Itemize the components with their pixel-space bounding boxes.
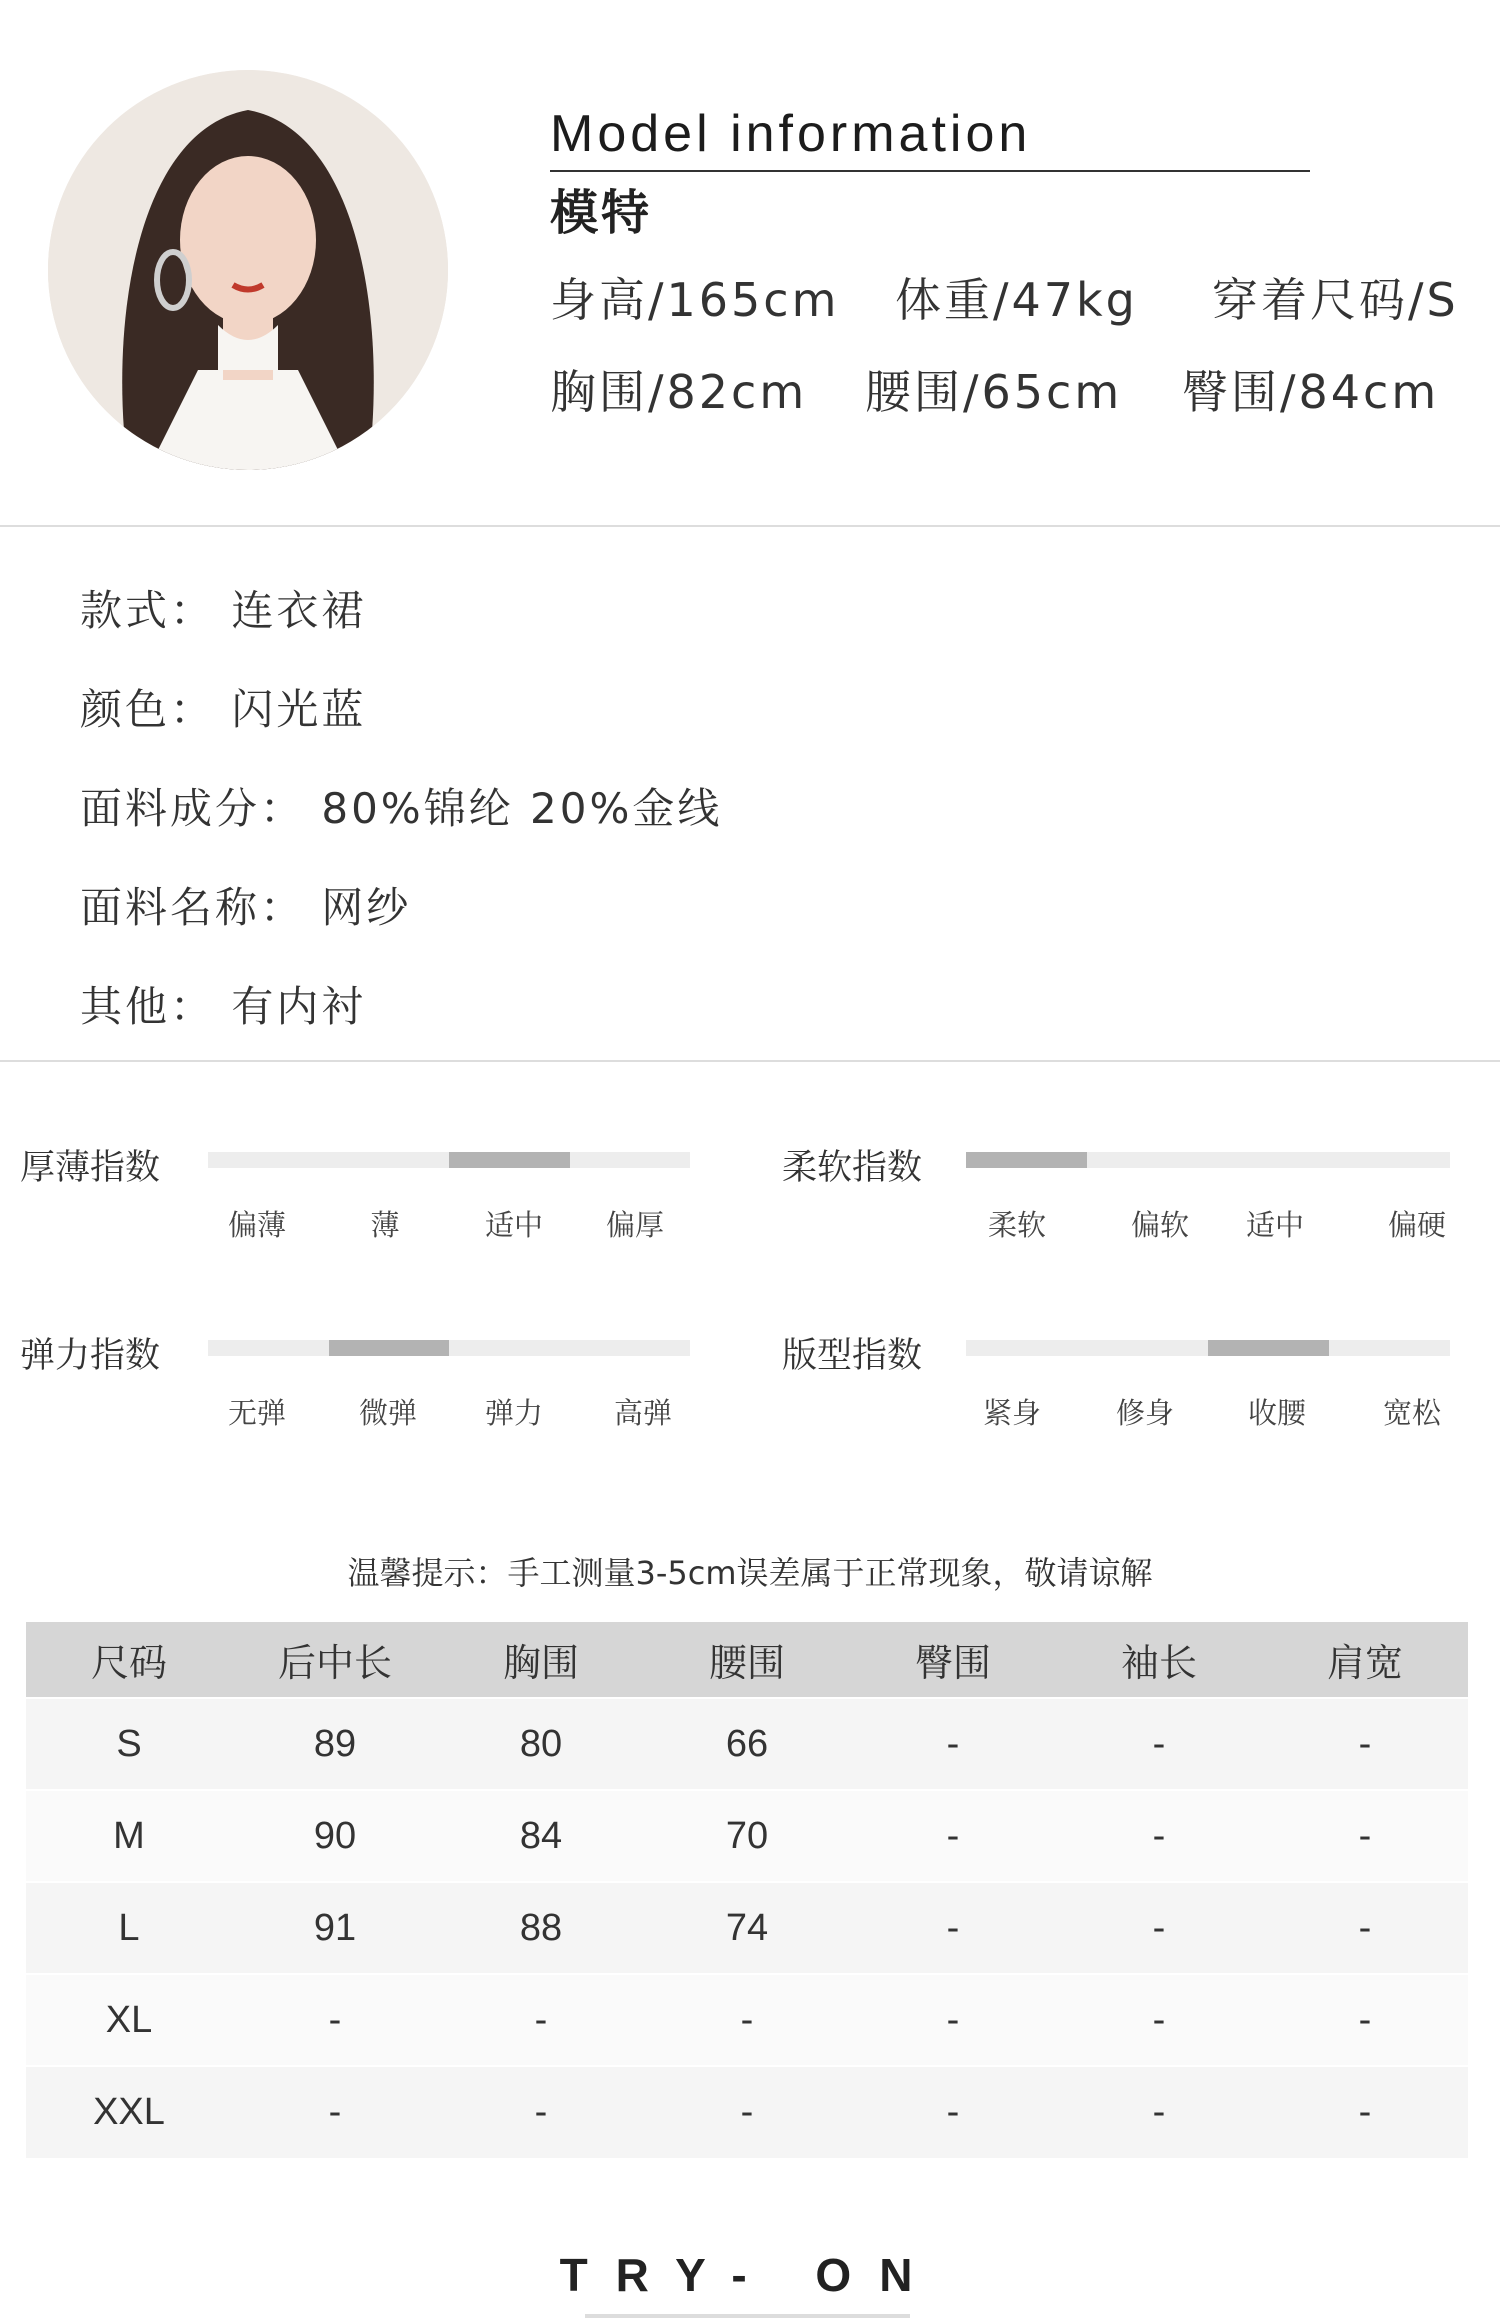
index-option: 修身 <box>1115 1396 1175 1430</box>
table-cell: 84 <box>438 1790 644 1882</box>
table-cell: S <box>26 1698 232 1790</box>
index-option: 宽松 <box>1382 1396 1442 1430</box>
table-row <box>26 1974 1468 2066</box>
table-cell: XL <box>26 1974 232 2066</box>
model-hip: 臀围/84cm <box>1182 365 1440 419</box>
model-photo <box>48 70 448 470</box>
product-color: 颜色： 闪光蓝 <box>80 685 367 734</box>
size-table <box>26 1622 1468 2158</box>
try-on-underline <box>585 2314 910 2318</box>
index-option: 紧身 <box>982 1396 1042 1430</box>
table-cell: - <box>1262 1698 1468 1790</box>
table-cell: 89 <box>232 1698 438 1790</box>
table-cell: 90 <box>232 1790 438 1882</box>
index-option: 无弹 <box>227 1396 287 1430</box>
index-option: 适中 <box>484 1208 544 1242</box>
table-cell: 74 <box>644 1882 850 1974</box>
table-cell: - <box>1262 1790 1468 1882</box>
index-indicator <box>1208 1340 1329 1356</box>
table-cell: - <box>438 2066 644 2158</box>
table-header-cell: 后中长 <box>232 1622 438 1698</box>
product-other: 其他： 有内衬 <box>80 982 367 1031</box>
model-portrait-image <box>48 70 448 470</box>
index-track <box>966 1152 1450 1168</box>
table-cell: - <box>850 1882 1056 1974</box>
index-track <box>966 1340 1450 1356</box>
table-cell: 88 <box>438 1882 644 1974</box>
table-header-row <box>26 1622 1468 1698</box>
table-row <box>26 1790 1468 1882</box>
index-option: 偏薄 <box>227 1208 287 1242</box>
table-row <box>26 2066 1468 2158</box>
table-cell: L <box>26 1882 232 1974</box>
table-cell: - <box>644 2066 850 2158</box>
table-cell: - <box>850 1974 1056 2066</box>
table-row <box>26 1882 1468 1974</box>
section-divider <box>0 1060 1500 1062</box>
index-label: 弹力指数 <box>20 1336 161 1376</box>
table-cell: - <box>1056 1974 1262 2066</box>
model-height: 身高/165cm <box>550 273 840 327</box>
table-cell: 80 <box>438 1698 644 1790</box>
table-cell: - <box>1056 1882 1262 1974</box>
model-bust: 胸围/82cm <box>550 365 808 419</box>
table-cell: - <box>850 2066 1056 2158</box>
table-cell: - <box>1262 2066 1468 2158</box>
index-indicator <box>329 1340 450 1356</box>
product-style: 款式： 连衣裙 <box>80 586 367 635</box>
index-option: 薄 <box>370 1208 400 1242</box>
table-header-cell: 臀围 <box>850 1622 1056 1698</box>
table-cell: 66 <box>644 1698 850 1790</box>
try-on-heading: TRY- ON <box>559 2249 941 2301</box>
table-cell: - <box>1056 1698 1262 1790</box>
table-cell: XXL <box>26 2066 232 2158</box>
measurement-tip: 温馨提示：手工测量3-5cm误差属于正常现象，敬请谅解 <box>347 1554 1153 1592</box>
index-option: 偏软 <box>1130 1208 1190 1242</box>
product-fabric: 面料名称： 网纱 <box>80 883 412 932</box>
table-cell: - <box>850 1790 1056 1882</box>
table-header-cell: 胸围 <box>438 1622 644 1698</box>
table-cell: 70 <box>644 1790 850 1882</box>
model-info-subtitle: 模特 <box>550 185 653 241</box>
index-option: 偏硬 <box>1387 1208 1447 1242</box>
model-info-title: Model information <box>550 105 1032 163</box>
table-cell: - <box>438 1974 644 2066</box>
table-header-cell: 袖长 <box>1056 1622 1262 1698</box>
index-label: 厚薄指数 <box>20 1148 161 1188</box>
index-option: 适中 <box>1245 1208 1305 1242</box>
table-cell: - <box>850 1698 1056 1790</box>
table-cell: M <box>26 1790 232 1882</box>
index-option: 高弹 <box>613 1396 673 1430</box>
index-option: 偏厚 <box>605 1208 665 1242</box>
table-header-cell: 肩宽 <box>1262 1622 1468 1698</box>
model-weight: 体重/47kg <box>895 273 1138 327</box>
table-cell: - <box>1056 1790 1262 1882</box>
table-cell: - <box>232 1974 438 2066</box>
table-header-cell: 尺码 <box>26 1622 232 1698</box>
product-composition: 面料成分： 80%锦纶 20%金线 <box>80 784 723 833</box>
model-waist: 腰围/65cm <box>865 365 1123 419</box>
index-indicator <box>966 1152 1087 1168</box>
section-divider <box>0 525 1500 527</box>
table-cell: - <box>1056 2066 1262 2158</box>
index-option: 收腰 <box>1247 1396 1307 1430</box>
model-size: 穿着尺码/S <box>1212 273 1459 327</box>
table-row <box>26 1698 1468 1790</box>
index-indicator <box>449 1152 570 1168</box>
index-label: 版型指数 <box>782 1336 923 1376</box>
index-track <box>208 1340 690 1356</box>
index-option: 弹力 <box>484 1396 544 1430</box>
table-header-cell: 腰围 <box>644 1622 850 1698</box>
table-cell: - <box>1262 1974 1468 2066</box>
title-underline <box>550 170 1310 172</box>
table-cell: 91 <box>232 1882 438 1974</box>
index-option: 柔软 <box>987 1208 1047 1242</box>
table-cell: - <box>1262 1882 1468 1974</box>
index-option: 微弹 <box>358 1396 418 1430</box>
index-track <box>208 1152 690 1168</box>
table-cell: - <box>644 1974 850 2066</box>
index-label: 柔软指数 <box>782 1148 923 1188</box>
table-cell: - <box>232 2066 438 2158</box>
